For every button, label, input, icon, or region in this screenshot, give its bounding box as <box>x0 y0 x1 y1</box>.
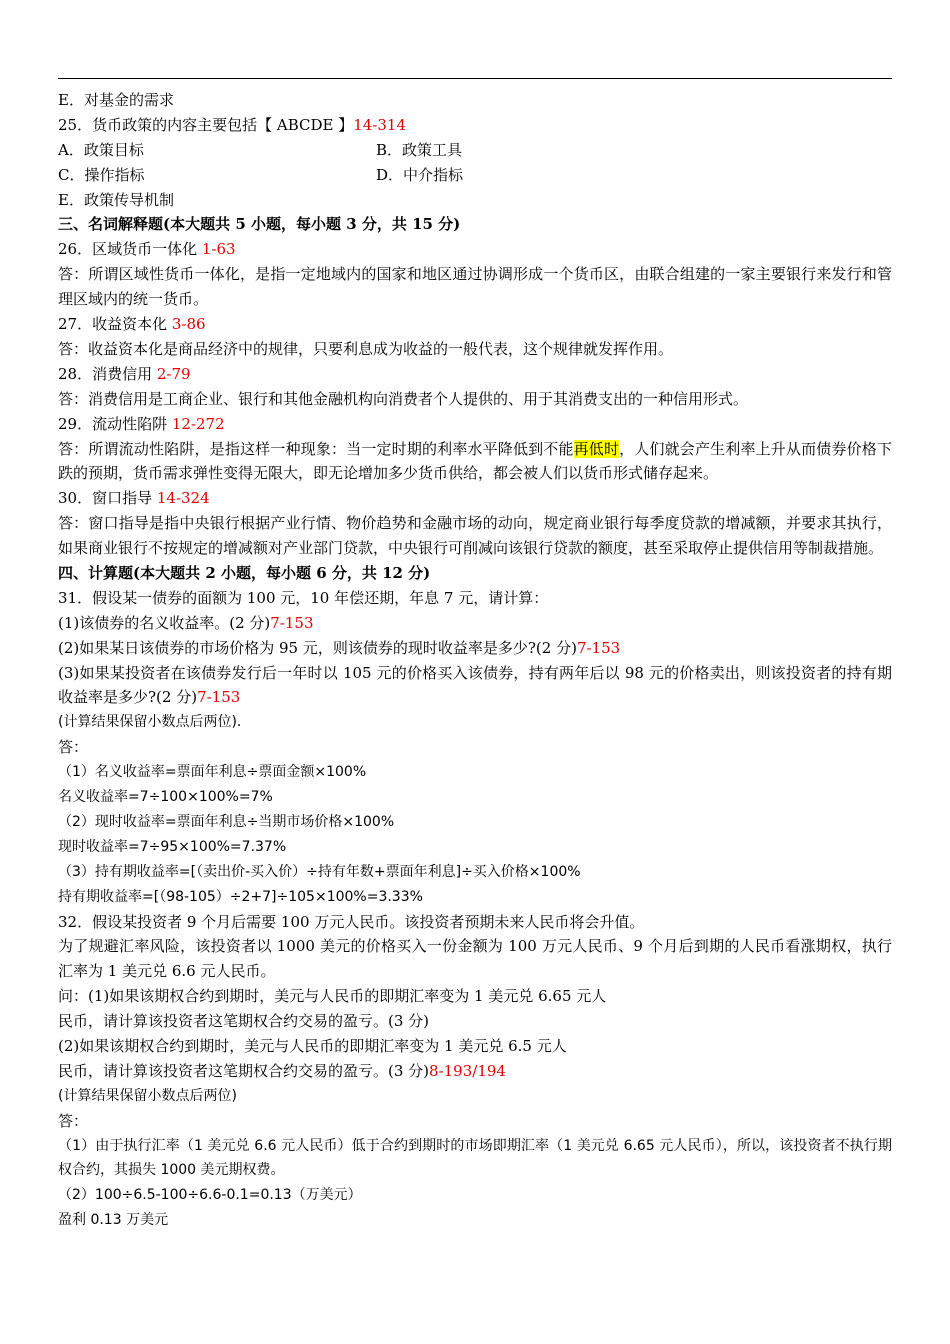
formula-line: 持有期收益率=[（98-105）÷2+7]÷105×100%=3.33% <box>58 888 423 905</box>
answer-30: 答：窗口指导是指中央银行根据产业行情、物价趋势和金融市场的动向，规定商业银行每季度贷款的增减额，并要求其执行，如果商业银行不按规定的增减额对产业部门贷款，中央银行可削减向该银行贷款的额度，甚至采取停止提供信用等制裁措施。 <box>58 514 892 558</box>
question-text: 30．窗口指导 <box>58 489 157 508</box>
option-a: A．政策目标 <box>58 140 144 159</box>
question-text: (1)该债券的名义收益率。(2 分) <box>58 613 271 632</box>
question-27 <box>58 312 892 337</box>
question-26 <box>58 237 892 262</box>
sub-question: 问：(1)如果该期权合约到期时，美元与人民币的即期汇率变为 1 美元兑 6.65 元人 <box>58 987 607 1006</box>
sub-question <box>58 636 892 661</box>
option-e: E．政策传导机制 <box>58 190 174 209</box>
document-body <box>58 88 892 1233</box>
note: (计算结果保留小数点后两位) <box>58 1087 237 1104</box>
highlighted-text: 再低时 <box>573 439 620 458</box>
answer-27: 答：收益资本化是商品经济中的规律，只要利息成为收益的一般代表，这个规律就发挥作用。 <box>58 339 674 358</box>
section-heading: 四、计算题(本大题共 2 小题，每小题 6 分，共 12 分) <box>58 564 431 583</box>
page-ref: 14-324 <box>156 489 210 508</box>
answer-line: 盈利 0.13 万美元 <box>58 1212 169 1229</box>
question-text: 29．流动性陷阱 <box>58 414 172 433</box>
question-25 <box>58 113 892 138</box>
sub-question <box>58 611 892 636</box>
answer-26: 答：所谓区域性货币一体化，是指一定地域内的国家和地区通过协调形成一个货币区，由联合组建的一家主要银行来发行和管理区域内的统一货币。 <box>58 265 892 309</box>
options-row <box>58 163 892 188</box>
formula-line: （1）名义收益率=票面年利息÷票面金额×100% <box>58 764 367 781</box>
header-rule <box>58 78 892 79</box>
note: (计算结果保留小数点后两位)． <box>58 714 251 731</box>
options-row <box>58 138 892 163</box>
sub-question <box>58 1059 892 1084</box>
text-line: E．对基金的需求 <box>58 91 174 109</box>
question-28 <box>58 362 892 387</box>
question-text: 27．收益资本化 <box>58 315 172 334</box>
page-ref: 12-272 <box>171 414 225 433</box>
page-ref: 14-314 <box>353 115 407 134</box>
question-text: 民币，请计算该投资者这笔期权合约交易的盈亏。(3 分) <box>58 1061 430 1080</box>
page-ref: 8-193/194 <box>429 1061 506 1080</box>
option-b: B．政策工具 <box>376 140 463 159</box>
option-c: C．操作指标 <box>58 165 145 184</box>
question-text: 为了规避汇率风险，该投资者以 1000 美元的价格买入一份金额为 100 万元人民币、9 个月后到期的人民币看涨期权，执行汇率为 1 美元兑 6.6 元人民币。 <box>58 937 892 981</box>
answer-28: 答：消费信用是工商企业、银行和其他金融机构向消费者个人提供的、用于其消费支出的一种信用形式。 <box>58 389 749 408</box>
question-32: 32．假设某投资者 9 个月后需要 100 万元人民币。该投资者预期未来人民币将会升值。 <box>58 912 645 931</box>
question-31: 31．假设某一债券的面额为 100 元，10 年偿还期，年息 7 元，请计算： <box>58 588 549 607</box>
answer-label: 答： <box>58 1111 89 1130</box>
answer-line: （2）100÷6.5-100÷6.6-0.1=0.13（万美元） <box>58 1187 362 1204</box>
question-30 <box>58 486 892 511</box>
page-ref: 7-153 <box>576 638 621 657</box>
sub-question <box>58 661 892 711</box>
section-heading: 三、名词解释题(本大题共 5 小题，每小题 3 分，共 15 分) <box>58 215 461 234</box>
answer-label: 答： <box>58 738 89 757</box>
formula-line: （2）现时收益率=票面年利息÷当期市场价格×100% <box>58 813 395 830</box>
sub-question: 民币，请计算该投资者这笔期权合约交易的盈亏。(3 分) <box>58 1012 430 1031</box>
question-text: 25．货币政策的内容主要包括【 ABCDE 】 <box>58 115 354 134</box>
question-text: (3)如果某投资者在该债券发行后一年时以 105 元的价格买入该债券，持有两年后以 98 元的价格卖出，则该投资者的持有期收益率是多少?(2 分) <box>58 663 892 707</box>
page-ref: 7-153 <box>270 613 314 632</box>
answer-text: ，人们就会产生利率上升从而债券价格下跌的预期，货币需求弹性变得无限大，即无论增加多少货币供给，都会被人们以货币形式储存起来。 <box>58 439 892 483</box>
page-ref: 3-86 <box>171 315 206 334</box>
question-29 <box>58 412 892 437</box>
page-ref: 1-63 <box>201 240 236 259</box>
answer-line: （1）由于执行汇率（1 美元兑 6.6 元人民币）低于合约到期时的市场即期汇率（1 美元兑 6.65 元人民币），所以，该投资者不执行期权合约，其损失 1000 美元期权费。 <box>58 1137 892 1179</box>
question-text: 26．区域货币一体化 <box>58 240 202 259</box>
answer-29 <box>58 437 892 487</box>
answer-text: 答：所谓流动性陷阱，是指这样一种现象：当一定时期的利率水平降低到不能 <box>58 439 574 458</box>
formula-line: 现时收益率=7÷95×100%=7.37% <box>58 838 287 855</box>
page-ref: 2-79 <box>156 364 191 383</box>
question-text: (2)如果某日该债券的市场价格为 95 元，则该债券的现时收益率是多少?(2 分) <box>58 638 577 657</box>
question-text: 28．消费信用 <box>58 364 157 383</box>
option-d: D．中介指标 <box>376 165 464 184</box>
formula-line: （3）持有期收益率=[（卖出价-买入价）÷持有年数+票面年利息]÷买入价格×100% <box>58 863 581 880</box>
sub-question: (2)如果该期权合约到期时，美元与人民币的即期汇率变为 1 美元兑 6.5 元人 <box>58 1037 567 1055</box>
page-ref: 7-153 <box>197 688 241 707</box>
formula-line: 名义收益率=7÷100×100%=7% <box>58 789 273 806</box>
